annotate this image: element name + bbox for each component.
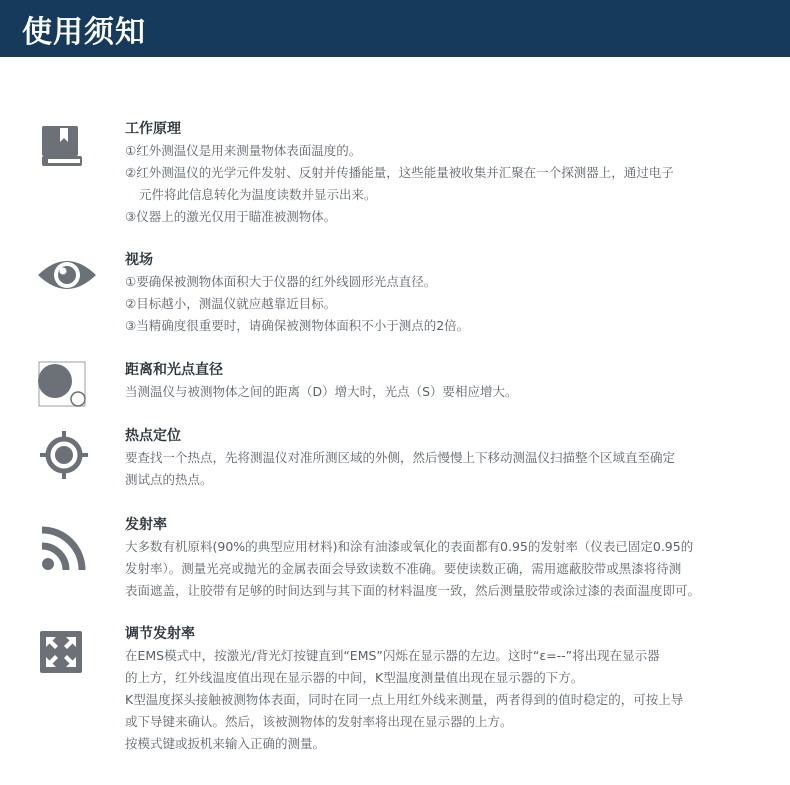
section-title: 视场	[125, 252, 153, 268]
text-line: 元件将此信息转化为温度读数并显示出来。	[139, 187, 377, 202]
section-title: 工作原理	[125, 121, 181, 137]
text-line: 当测温仪与被测物体之间的距离（D）增大时，光点（S）要相应增大。	[125, 384, 518, 399]
text-line: 发射率）。测量光亮或抛光的金属表面会导致读数不准确。要使读数正确，需用遮蔽胶带或黑漆将待测	[125, 561, 682, 576]
text-line: ①红外测温仪是用来测量物体表面温度的。	[125, 143, 362, 158]
text-line: ②红外测温仪的光学元件发射、反射并传播能量，这些能量被收集并汇聚在一个探测器上，通过电子	[125, 165, 674, 180]
section-title: 发射率	[125, 517, 167, 533]
text-line: 表面遮盖，让胶带有足够的时间达到与其下面的材料温度一致，然后测量胶带或涂过漆的表面温度即可。	[125, 583, 701, 598]
text-line: ①要确保被测物体面积大于仪器的红外线圆形光点直径。	[125, 274, 437, 289]
text-line: 的上方，红外线温度值出现在显示器的中间，K型温度测量值出现在显示器的下方。	[125, 670, 584, 685]
book-icon	[38, 122, 86, 170]
section-title: 调节发射率	[125, 626, 195, 642]
signal-icon	[40, 524, 88, 572]
text-line: 按模式键或扳机来输入正确的测量。	[125, 736, 326, 751]
section-title: 距离和光点直径	[125, 362, 223, 378]
crosshair-icon	[40, 431, 88, 479]
text-line: 在EMS模式中，按激光/背光灯按键直到“EMS”闪烁在显示器的左边。这时“ε=--”将出现在显示器	[125, 648, 660, 663]
spot-size-icon	[38, 361, 86, 409]
expand-arrows-icon	[40, 631, 82, 673]
text-line: ③仪器上的激光仅用于瞄准被测物体。	[125, 209, 337, 224]
text-line: 大多数有机原料(90%的典型应用材料)和涂有油漆或氧化的表面都有0.95的发射率（仪表已固定0.95的	[125, 539, 694, 554]
text-line: 测试点的热点。	[125, 472, 213, 487]
page-header	[0, 0, 790, 57]
section-title: 热点定位	[125, 428, 181, 444]
text-line: ③当精确度很重要时，请确保被测物体面积不小于测点的2倍。	[125, 318, 470, 333]
text-line: K型温度探头接触被测物体表面，同时在同一点上用红外线来测量，两者得到的值时稳定的，可按上导	[125, 692, 684, 707]
page-title: 使用须知	[22, 14, 146, 50]
text-line: ②目标越小，测温仪就应越靠近目标。	[125, 296, 337, 311]
text-line: 或下导键来确认。然后，该被测物体的发射率将出现在显示器的上方。	[125, 714, 513, 729]
eye-icon	[36, 251, 98, 299]
text-line: 要查找一个热点，先将测温仪对准所测区域的外侧，然后慢慢上下移动测温仪扫描整个区域直至确定	[125, 450, 676, 465]
